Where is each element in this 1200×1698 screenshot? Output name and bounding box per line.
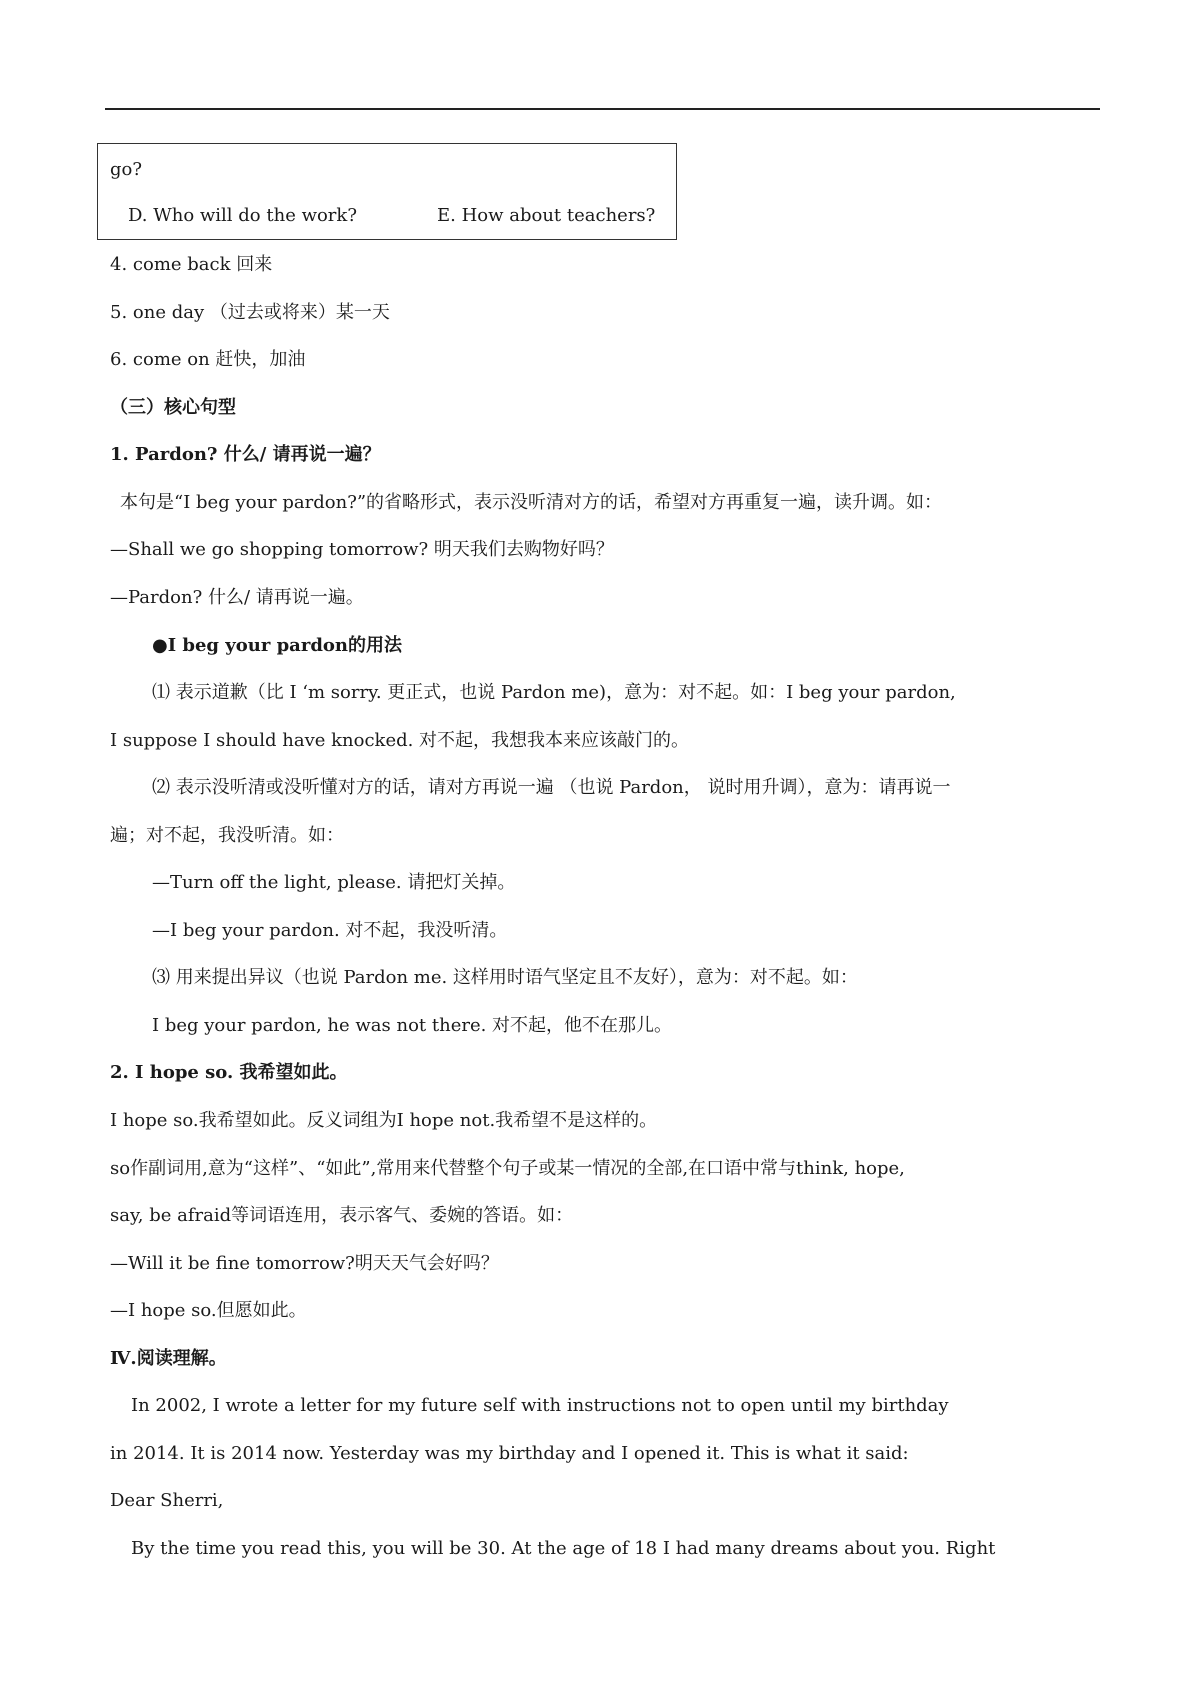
s2-example-question: —Will it be fine tomorrow?明天天气会好吗？ (110, 1253, 499, 1274)
s1-example-question: —Shall we go shopping tomorrow? 明天我们去购物好吗？ (110, 539, 614, 560)
usage-1-line-1: ⑴ 表示道歉（比 I ‘m sorry. 更正式，也说 Pardon me)，意为：对不起。如：I beg your pardon, (152, 682, 956, 703)
reading-p1-line-1: In 2002, I wrote a letter for my future self with instructions not to open until my birthday (131, 1395, 949, 1416)
phrase-4: 4. come back 回来 (110, 254, 273, 275)
header-rule (105, 108, 1100, 110)
usage-2-line-2: 遍；对不起，我没听清。如： (110, 825, 344, 846)
s2-line-3: say, be afraid等词语连用，表示客气、委婉的答语。如： (110, 1205, 574, 1226)
usage-2-example-1: —Turn off the light, please. 请把灯关掉。 (152, 872, 516, 893)
section4-title: Ⅳ.阅读理解。 (110, 1348, 227, 1369)
phrase-6: 6. come on 赶快，加油 (110, 349, 306, 370)
usage-2-example-2: —I beg your pardon. 对不起，我没听清。 (152, 920, 508, 941)
reading-greeting: Dear Sherri, (110, 1490, 224, 1511)
s2-example-answer: —I hope so.但愿如此。 (110, 1300, 307, 1321)
usage-1-line-2: I suppose I should have knocked. 对不起，我想我本来应该敲门的。 (110, 730, 690, 751)
s1-explain: 本句是“I beg your pardon?”的省略形式，表示没听清对方的话，希望对方再重复一遍，读升调。如： (120, 492, 943, 513)
s2-line-2: so作副词用,意为“这样”、“如此”,常用来代替整个句子或某一情况的全部,在口语中常与think, hope, (110, 1158, 905, 1179)
usage-2-line-1: ⑵ 表示没听清或没听懂对方的话，请对方再说一遍 （也说 Pardon， 说时用升调），意为：请再说一 (152, 777, 951, 798)
box-option-d: D. Who will do the work? (128, 205, 357, 226)
s2-line-1: I hope so.我希望如此。反义词组为I hope not.我希望不是这样的。 (110, 1110, 658, 1131)
section3-title: （三）核心句型 (110, 397, 236, 418)
usage-3-line-1: ⑶ 用来提出异议（也说 Pardon me. 这样用时语气坚定且不友好），意为：对不起。如： (152, 967, 858, 988)
usage-3-example: I beg your pardon, he was not there. 对不起，他不在那儿。 (152, 1015, 673, 1036)
phrase-5: 5. one day （过去或将来）某一天 (110, 302, 390, 323)
box-option-e: E. How about teachers? (437, 205, 656, 226)
box-line-go: go? (110, 159, 143, 180)
usage-title: ●I beg your pardon的用法 (152, 635, 402, 656)
reading-p1-line-2: in 2014. It is 2014 now. Yesterday was my birthday and I opened it. This is what it said: (110, 1443, 909, 1464)
s1-example-answer: —Pardon? 什么/ 请再说一遍。 (110, 587, 364, 608)
s1-heading: 1. Pardon? 什么/ 请再说一遍？ (110, 444, 381, 465)
s2-heading: 2. I hope so. 我希望如此。 (110, 1062, 348, 1083)
reading-p2-line-1: By the time you read this, you will be 30. At the age of 18 I had many dreams about you. Right (131, 1538, 996, 1559)
